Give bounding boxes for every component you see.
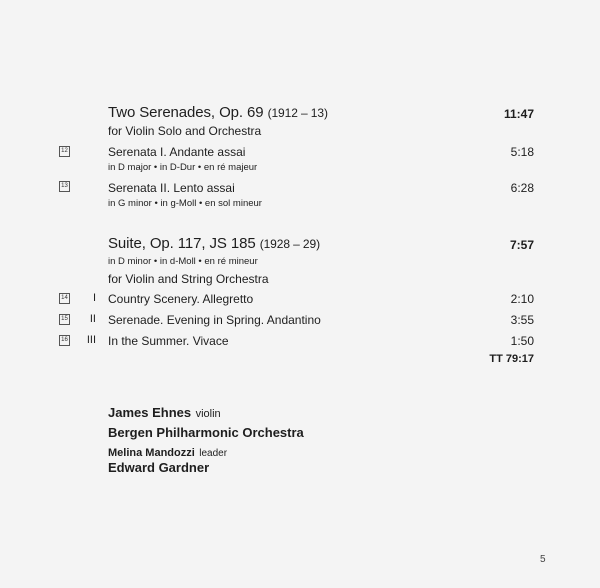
performer-role: violin <box>195 408 221 420</box>
movement-numeral: III <box>86 334 96 346</box>
track-title: Serenade. Evening in Spring. Andantino <box>108 313 321 327</box>
performer-soloist <box>108 404 221 422</box>
track-number-box: 15 <box>59 314 70 325</box>
work-title-serenades <box>108 104 328 121</box>
work-title-text: Two Serenades, Op. 69 <box>108 104 264 121</box>
performer-name: Bergen Philharmonic Orchestra <box>108 425 304 440</box>
track-number-box: 16 <box>59 335 70 346</box>
performer-name: James Ehnes <box>108 405 192 420</box>
track-duration: 6:28 <box>510 181 534 195</box>
movement-numeral: I <box>92 292 96 304</box>
track-key: in D major • in D-Dur • en ré majeur <box>108 162 258 173</box>
total-time: TT 79:17 <box>489 353 534 365</box>
work-subtitle: for Violin Solo and Orchestra <box>108 124 262 138</box>
performer-conductor <box>108 459 209 477</box>
work-duration: 7:57 <box>509 238 534 252</box>
work-title-text: Suite, Op. 117, JS 185 <box>108 235 256 252</box>
work-years: (1928 – 29) <box>259 237 320 251</box>
performer-orchestra <box>108 424 304 442</box>
track-number-box: 14 <box>59 293 70 304</box>
track-title: Serenata I. Andante assai <box>108 145 246 159</box>
track-number-box: 13 <box>59 181 70 192</box>
track-title: Country Scenery. Allegretto <box>108 292 254 306</box>
track-duration: 2:10 <box>510 292 534 306</box>
track-duration: 3:55 <box>510 313 534 327</box>
performer-role: leader <box>199 448 228 459</box>
track-number-box: 12 <box>59 146 70 157</box>
work-title-suite <box>108 235 320 252</box>
track-title: In the Summer. Vivace <box>108 334 229 348</box>
work-years: (1912 – 13) <box>267 106 328 120</box>
work-key: in D minor • in d-Moll • en ré mineur <box>108 256 258 267</box>
page-number: 5 <box>540 554 546 565</box>
track-title: Serenata II. Lento assai <box>108 181 235 195</box>
track-key: in G minor • in g-Moll • en sol mineur <box>108 198 262 209</box>
work-duration: 11:47 <box>503 107 534 121</box>
work-subtitle: for Violin and String Orchestra <box>108 272 269 286</box>
track-duration: 5:18 <box>510 145 534 159</box>
track-duration: 1:50 <box>510 334 534 348</box>
performer-name: Melina Mandozzi <box>108 447 195 459</box>
movement-numeral: II <box>89 313 96 325</box>
performer-name: Edward Gardner <box>108 460 210 475</box>
